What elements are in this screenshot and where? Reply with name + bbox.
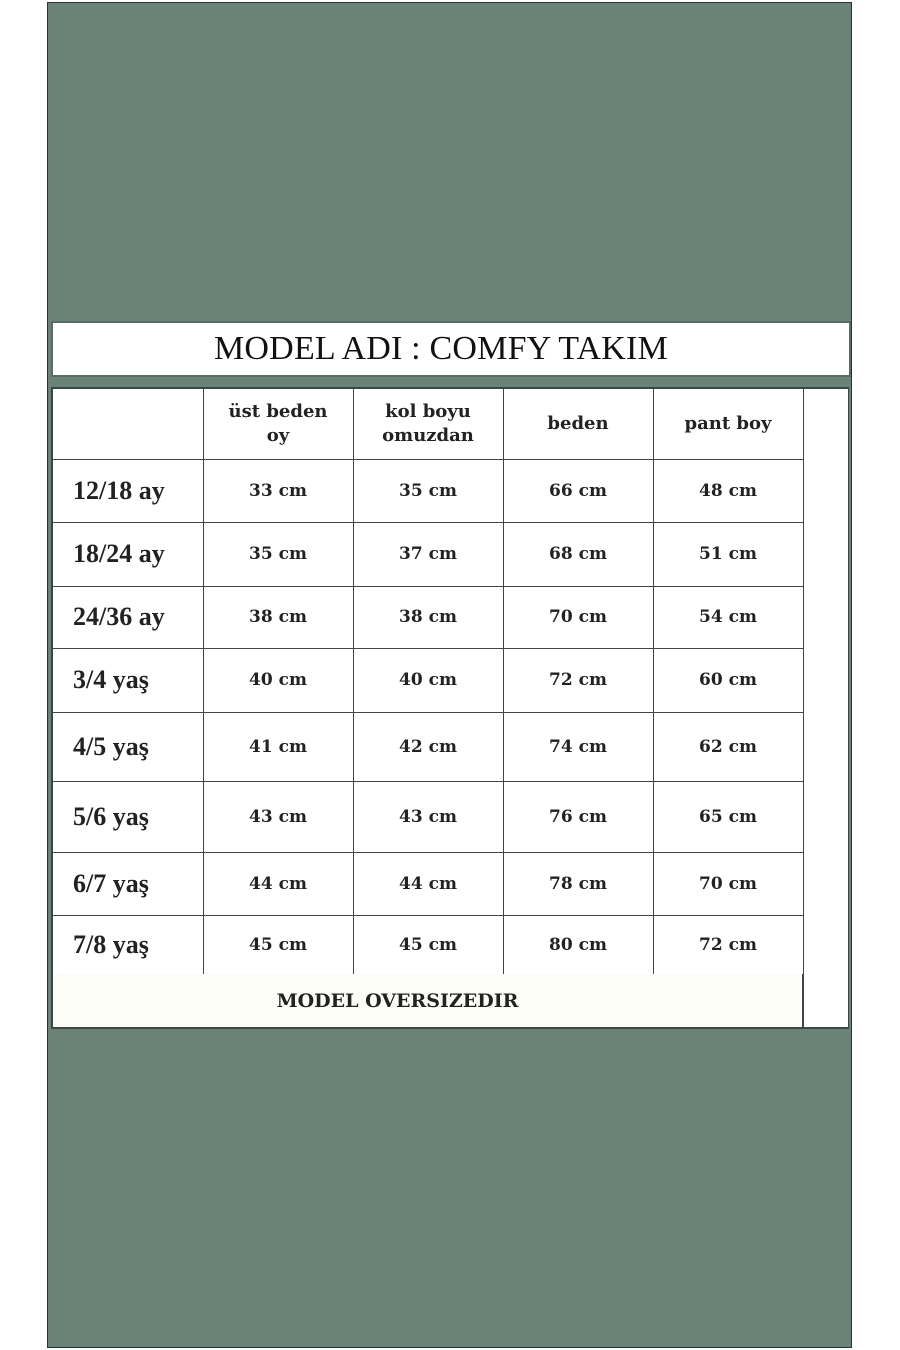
right-blank-column [803,389,848,1027]
header-ust-beden-boy: üst beden oy [203,389,353,459]
cell-value: 43 cm [353,781,503,852]
cell-value: 72 cm [503,648,653,712]
title-banner [51,321,851,377]
cell-value: 45 cm [203,915,353,974]
cell-value: 35 cm [353,459,503,522]
table-row [53,852,803,915]
cell-value: 38 cm [353,586,503,648]
cell-value: 62 cm [653,712,803,781]
header-corner [53,389,203,459]
cell-value: 37 cm [353,522,503,586]
header-kol-boyu: kol boyu omuzdan [353,389,503,459]
header-beden: beden [503,389,653,459]
cell-value: 40 cm [353,648,503,712]
cell-value: 44 cm [203,852,353,915]
cell-value: 70 cm [503,586,653,648]
table-row [53,522,803,586]
cell-value: 80 cm [503,915,653,974]
size-label: 24/36 ay [53,586,203,648]
cell-value: 33 cm [203,459,353,522]
table-row [53,712,803,781]
footer-note: MODEL OVERSIZEDIR [53,974,803,1027]
cell-value: 45 cm [353,915,503,974]
table-row [53,781,803,852]
table-row [53,459,803,522]
cell-value: 78 cm [503,852,653,915]
cell-value: 35 cm [203,522,353,586]
cell-value: 44 cm [353,852,503,915]
size-label: 7/8 yaş [53,915,203,974]
cell-value: 65 cm [653,781,803,852]
size-label: 6/7 yaş [53,852,203,915]
cell-value: 70 cm [653,852,803,915]
table-row [53,586,803,648]
cell-value: 54 cm [653,586,803,648]
size-label: 5/6 yaş [53,781,203,852]
cell-value: 60 cm [653,648,803,712]
size-label: 4/5 yaş [53,712,203,781]
size-table [53,389,804,975]
cell-value: 66 cm [503,459,653,522]
page-title: MODEL ADI : COMFY TAKIM [214,330,668,367]
cell-value: 76 cm [503,781,653,852]
cell-value: 41 cm [203,712,353,781]
header-row [53,389,803,459]
cell-value: 43 cm [203,781,353,852]
table-row [53,915,803,974]
cell-value: 38 cm [203,586,353,648]
size-chart [51,387,849,1029]
size-label: 3/4 yaş [53,648,203,712]
cell-value: 42 cm [353,712,503,781]
size-label: 12/18 ay [53,459,203,522]
cell-value: 68 cm [503,522,653,586]
cell-value: 51 cm [653,522,803,586]
table-row [53,648,803,712]
cell-value: 48 cm [653,459,803,522]
cell-value: 72 cm [653,915,803,974]
cell-value: 74 cm [503,712,653,781]
size-label: 18/24 ay [53,522,203,586]
cell-value: 40 cm [203,648,353,712]
header-pant-boy: pant boy [653,389,803,459]
